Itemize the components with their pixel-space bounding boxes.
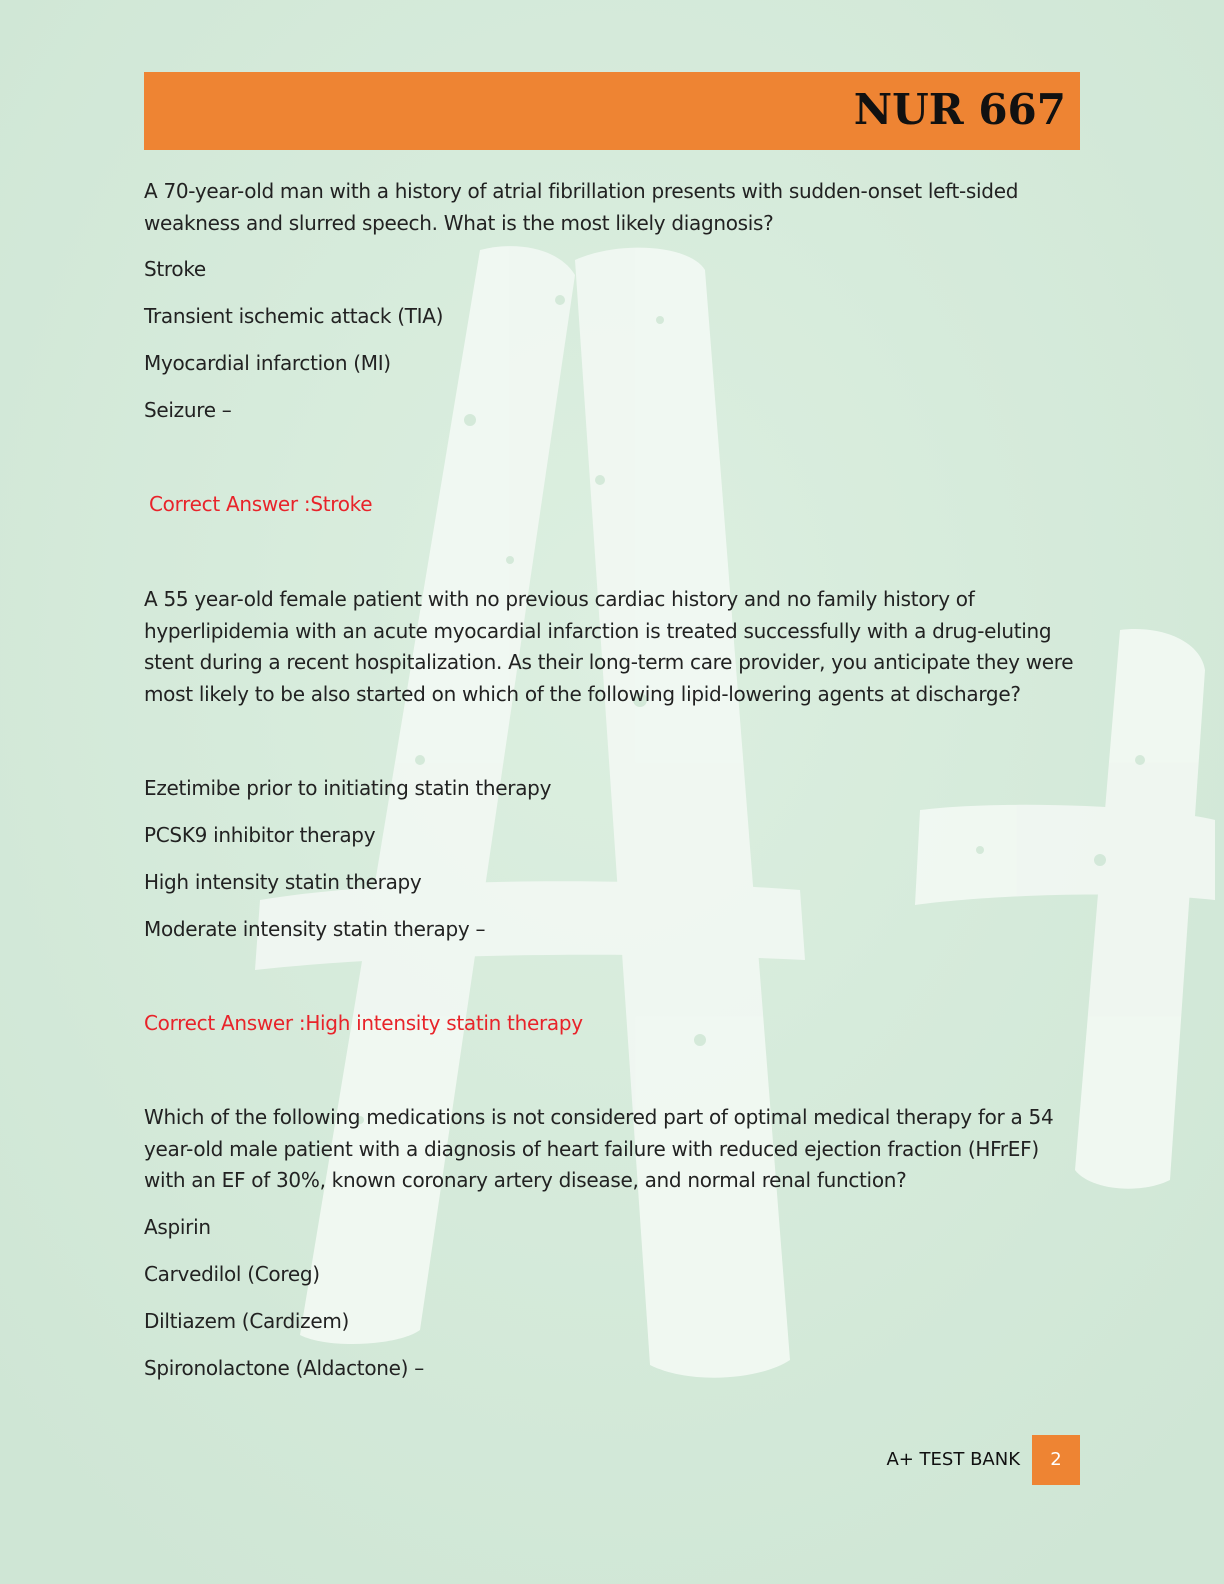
answer-option: Transient ischemic attack (TIA) [144,304,444,328]
correct-answer: Correct Answer :High intensity statin therapy [144,1011,583,1035]
footer-label: A+ TEST BANK [886,1449,1020,1470]
page-number-badge: 2 [1032,1435,1080,1485]
question-text: Which of the following medications is not considered part of optimal medical therapy for a 54 year-old male patient with a diagnosis of heart failure with reduced ejection fraction (HFrEF) with an EF of 30%, known coronary artery disease, and normal renal function? [144,1105,1054,1192]
question-text: A 55 year-old female patient with no previous cardiac history and no family history of hyperlipidemia with an acute myocardial infarction is treated successfully with a drug-eluting stent during a recent hospitalization. As their long-term care provider, you anticipate they were most likely to be also started on which of the following lipid-lowering agents at discharge? [144,587,1074,706]
answer-option: Diltiazem (Cardizem) [144,1308,350,1333]
answer-option: Spironolactone (Aldactone) – [144,1355,424,1380]
page-footer [850,1435,1080,1485]
question-text: A 70-year-old man with a history of atrial fibrillation presents with sudden-onset left-sided weakness and slurred speech. What is the most likely diagnosis? [144,179,1019,235]
header-bar [144,72,1080,150]
answer-option: Stroke [144,257,206,281]
answer-option: Aspirin [144,1214,211,1239]
answer-option: Ezetimibe prior to initiating statin therapy [144,776,552,800]
answer-option: Seizure – [144,398,232,422]
page-title: NUR 667 [853,85,1066,134]
answer-option: High intensity statin therapy [144,870,422,894]
answer-option: PCSK9 inhibitor therapy [144,823,376,847]
correct-answer: Correct Answer :Stroke [149,492,373,516]
question-list [144,176,1074,1384]
answer-option: Myocardial infarction (MI) [144,351,391,375]
answer-option: Moderate intensity statin therapy – [144,917,486,941]
answer-option: Carvedilol (Coreg) [144,1261,320,1286]
